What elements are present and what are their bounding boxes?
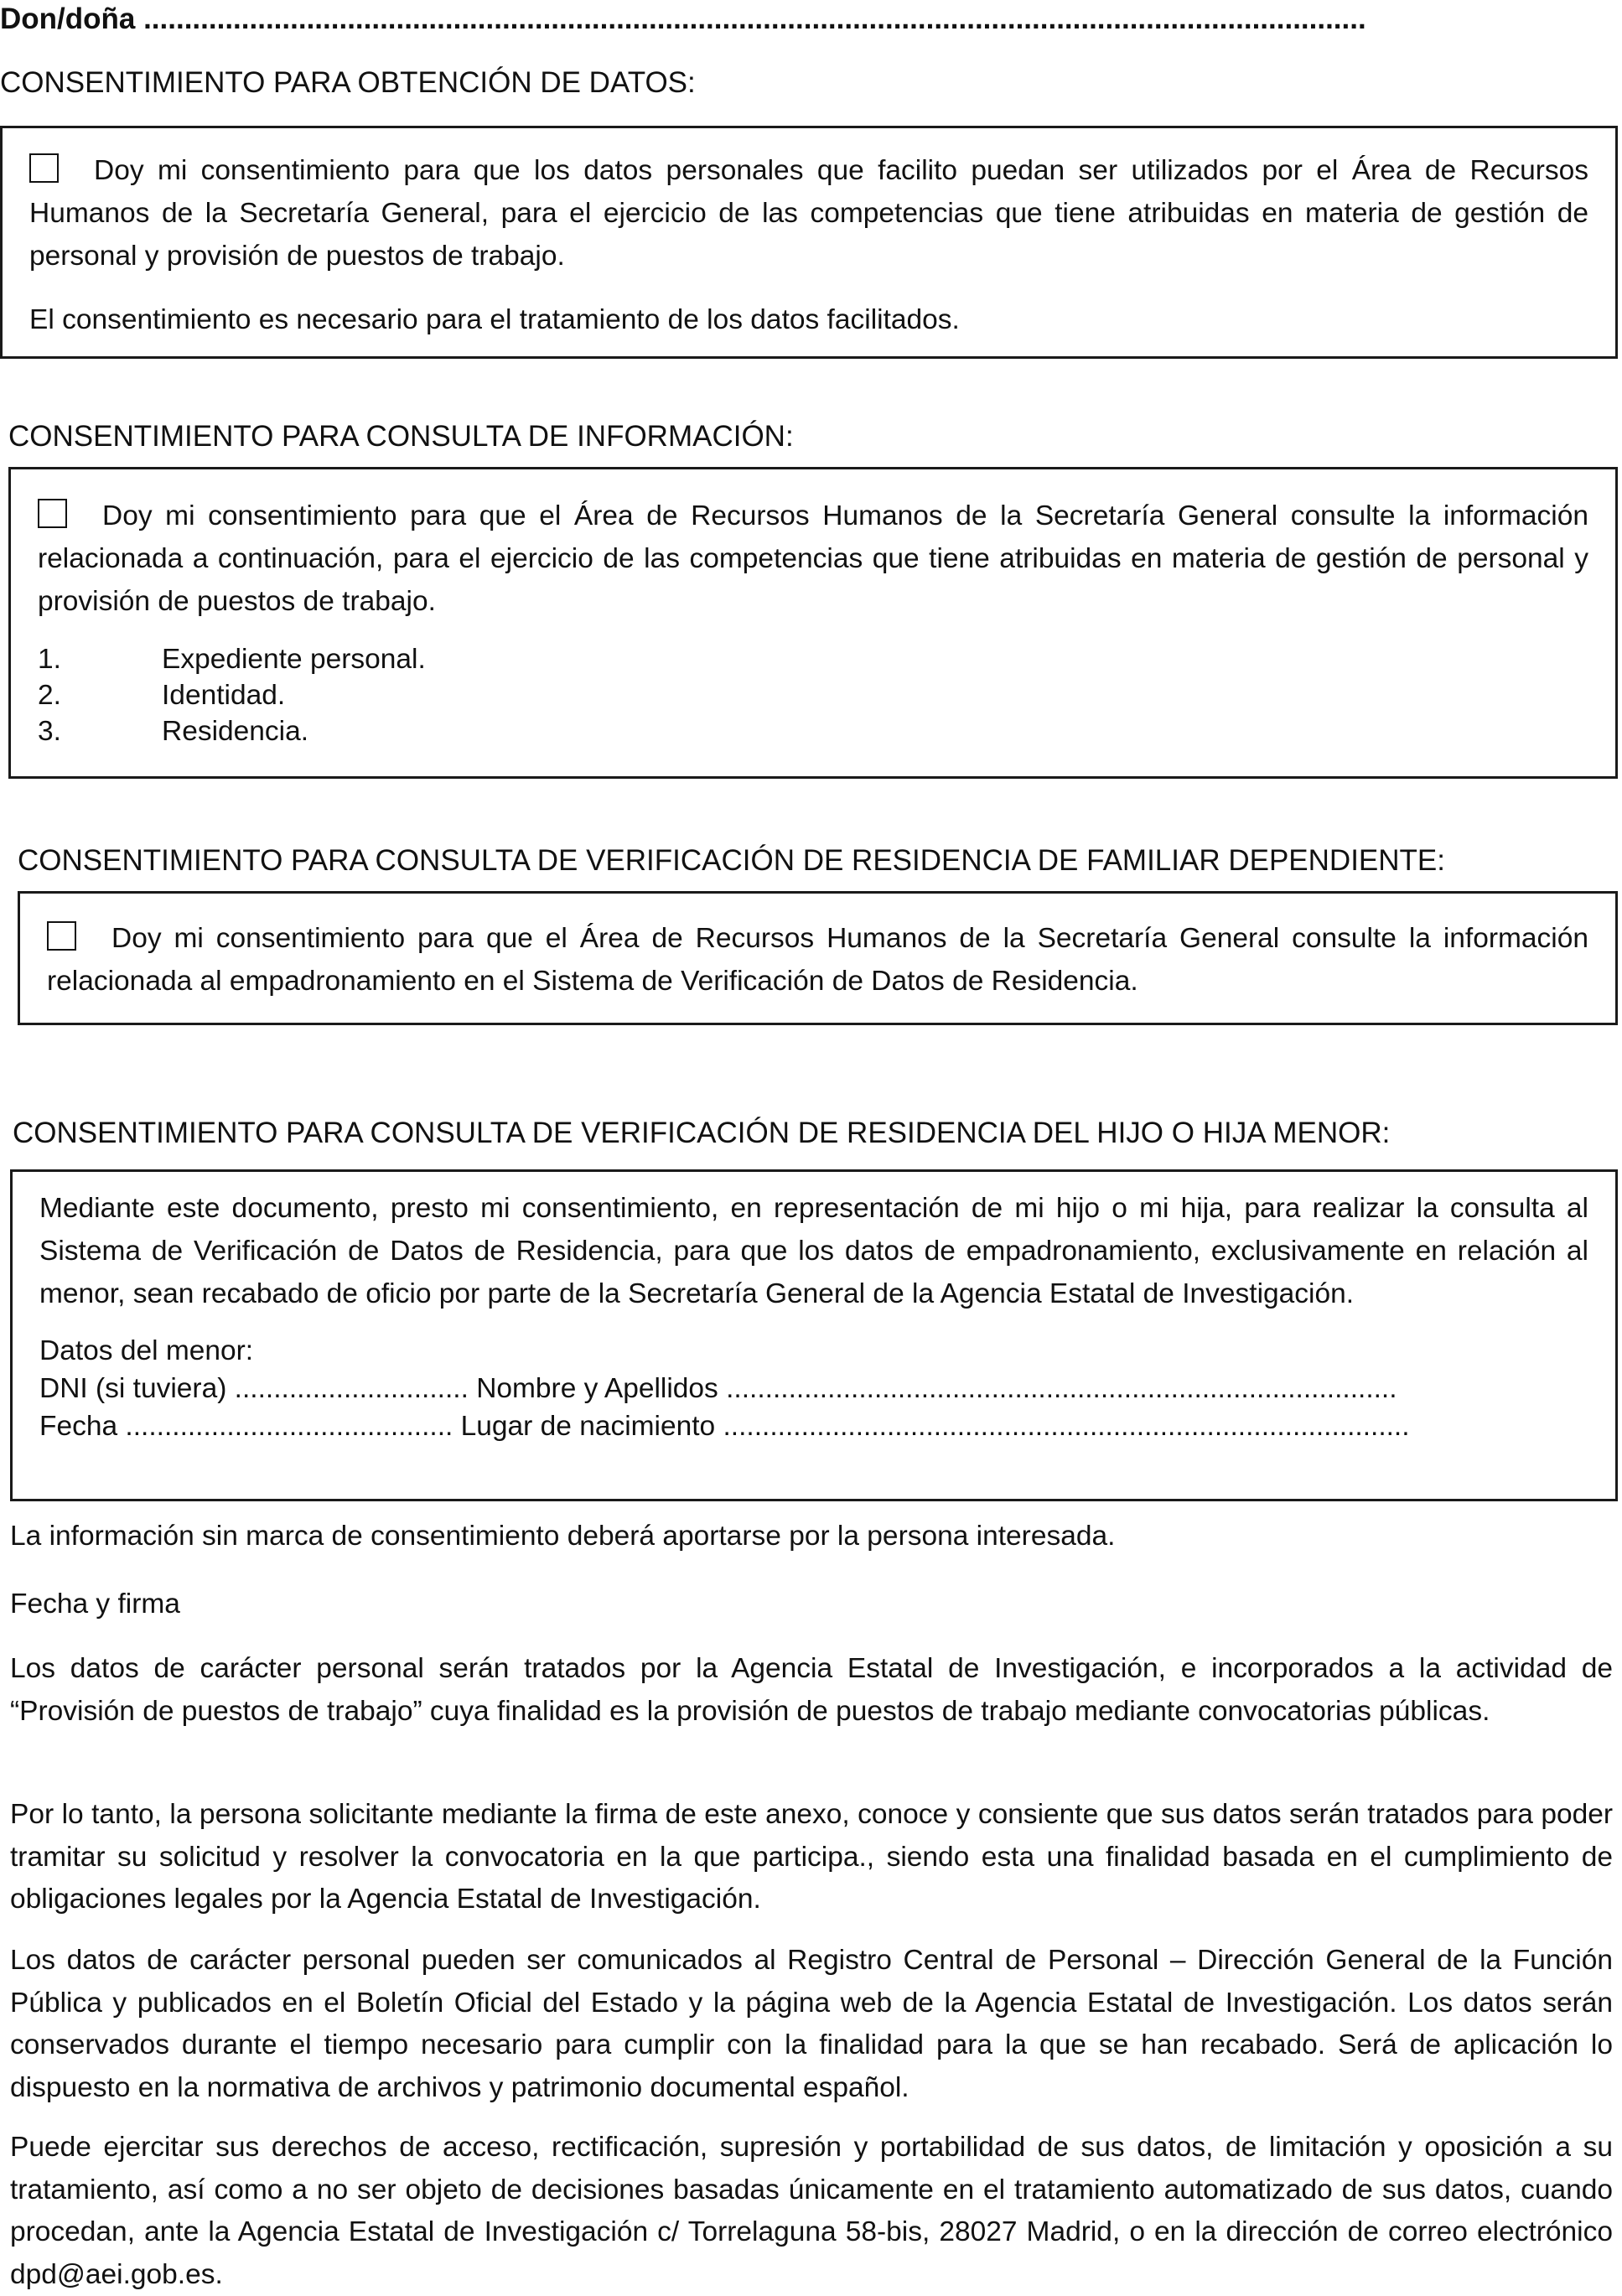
menor-fecha-lugar-field[interactable]: Fecha .......................................... Lugar de nacimiento ........................................................................................ — [39, 1411, 1410, 1442]
familiar-consent-text: Doy mi consentimiento para que el Área de Recursos Humanos de la Secretaría General consulte la información relacionada al empadronamiento en el Sistema de Verificación de Datos de Residencia. — [47, 923, 1588, 997]
familiar-consent-box — [18, 891, 1618, 1025]
list-item-label: Residencia. — [162, 716, 309, 747]
fecha-firma-label: Fecha y firma — [10, 1589, 180, 1620]
familiar-consent-paragraph — [47, 917, 1588, 1003]
familiar-consent-checkbox[interactable] — [47, 921, 76, 951]
list-item-number: 2. — [38, 680, 61, 711]
privacy-paragraph-3: Los datos de carácter personal pueden ser comunicados al Registro Central de Personal – Dirección General de la Función Pública y publicados en el Boletín Oficial del Estado y la página web de la Agencia Estatal de Investigación. Los datos serán conservados durante el tiempo necesario para cumplir con la finalidad para la que se han recabado. Será de aplicación lo dispuesto en la normativa de archivos y patrimonio documental español. — [10, 1945, 1613, 2103]
list-item — [38, 677, 1588, 713]
list-item-number: 3. — [38, 716, 61, 747]
obtencion-consent-box — [0, 126, 1618, 359]
consulta-items-list — [38, 641, 1588, 749]
obtencion-consent-note: El consentimiento es necesario para el tratamiento de los datos facilitados. — [29, 304, 960, 335]
menor-datos-label: Datos del menor: — [39, 1335, 254, 1366]
familiar-section-title: CONSENTIMIENTO PARA CONSULTA DE VERIFICACIÓN DE RESIDENCIA DE FAMILIAR DEPENDIENTE: — [18, 844, 1445, 877]
don-dona-field[interactable]: Don/doña ...................................................................................................................................................... — [0, 3, 1366, 35]
list-item-label: Expediente personal. — [162, 644, 426, 675]
list-item — [38, 713, 1588, 749]
privacy-paragraph-4: Puede ejercitar sus derechos de acceso, rectificación, supresión y portabilidad de sus datos, de limitación y oposición a su tratamiento, así como a no ser objeto de decisiones basadas únicamente en el tratamiento automatizado de sus datos, cuando procedan, ante la Agencia Estatal de Investigación c/ Torrelaguna 58-bis, 28027 Madrid, o en la dirección de correo electrónico dpd@aei.gob.es. — [10, 2132, 1613, 2290]
list-item-number: 1. — [38, 644, 61, 675]
consulta-consent-text: Doy mi consentimiento para que el Área de Recursos Humanos de la Secretaría General consulte la información relacionada a continuación, para el ejercicio de las competencias que tiene atribuidas en materia de gestión de personal y provisión de puestos de trabajo. — [38, 500, 1588, 617]
consulta-section-title: CONSENTIMIENTO PARA CONSULTA DE INFORMACIÓN: — [8, 420, 794, 453]
privacy-paragraph-2: Por lo tanto, la persona solicitante mediante la firma de este anexo, conoce y consiente que sus datos serán tratados para poder tramitar su solicitud y resolver la convocatoria en la que participa., siendo esta una finalidad basada en el cumplimiento de obligaciones legales por la Agencia Estatal de Investigación. — [10, 1799, 1613, 1915]
list-item-label: Identidad. — [162, 680, 286, 711]
sin-marca-note: La información sin marca de consentimiento deberá aportarse por la persona interesada. — [10, 1521, 1116, 1552]
obtencion-consent-checkbox[interactable] — [29, 153, 59, 183]
obtencion-consent-text: Doy mi consentimiento para que los datos personales que facilito puedan ser utilizados por el Área de Recursos Humanos de la Secretaría General, para el ejercicio de las competencias que tiene atribuidas en materia de gestión de personal y provisión de puestos de trabajo. — [29, 155, 1588, 272]
menor-consent-text: Mediante este documento, presto mi consentimiento, en representación de mi hijo o mi hija, para realizar la consulta al Sistema de Verificación de Datos de Residencia, para que los datos de empadronamiento, exclusivamente en relación al menor, sean recabado de oficio por parte de la Secretaría General de la Agencia Estatal de Investigación. — [39, 1193, 1588, 1309]
obtencion-consent-paragraph — [29, 149, 1588, 277]
consulta-consent-checkbox[interactable] — [38, 499, 67, 528]
list-item — [38, 641, 1588, 677]
menor-dni-nombre-field[interactable]: DNI (si tuviera) .............................. Nombre y Apellidos ...................................................................................... — [39, 1373, 1397, 1404]
privacy-paragraph-1: Los datos de carácter personal serán tratados por la Agencia Estatal de Investigación, e incorporados a la actividad de “Provisión de puestos de trabajo” cuya finalidad es la provisión de puestos de trabajo mediante convocatorias públicas. — [10, 1653, 1613, 1727]
menor-consent-box — [10, 1169, 1618, 1501]
obtencion-section-title: CONSENTIMIENTO PARA OBTENCIÓN DE DATOS: — [0, 66, 696, 99]
menor-section-title: CONSENTIMIENTO PARA CONSULTA DE VERIFICACIÓN DE RESIDENCIA DEL HIJO O HIJA MENOR: — [13, 1117, 1391, 1149]
consulta-consent-box — [8, 467, 1618, 779]
consulta-consent-paragraph — [38, 495, 1588, 623]
